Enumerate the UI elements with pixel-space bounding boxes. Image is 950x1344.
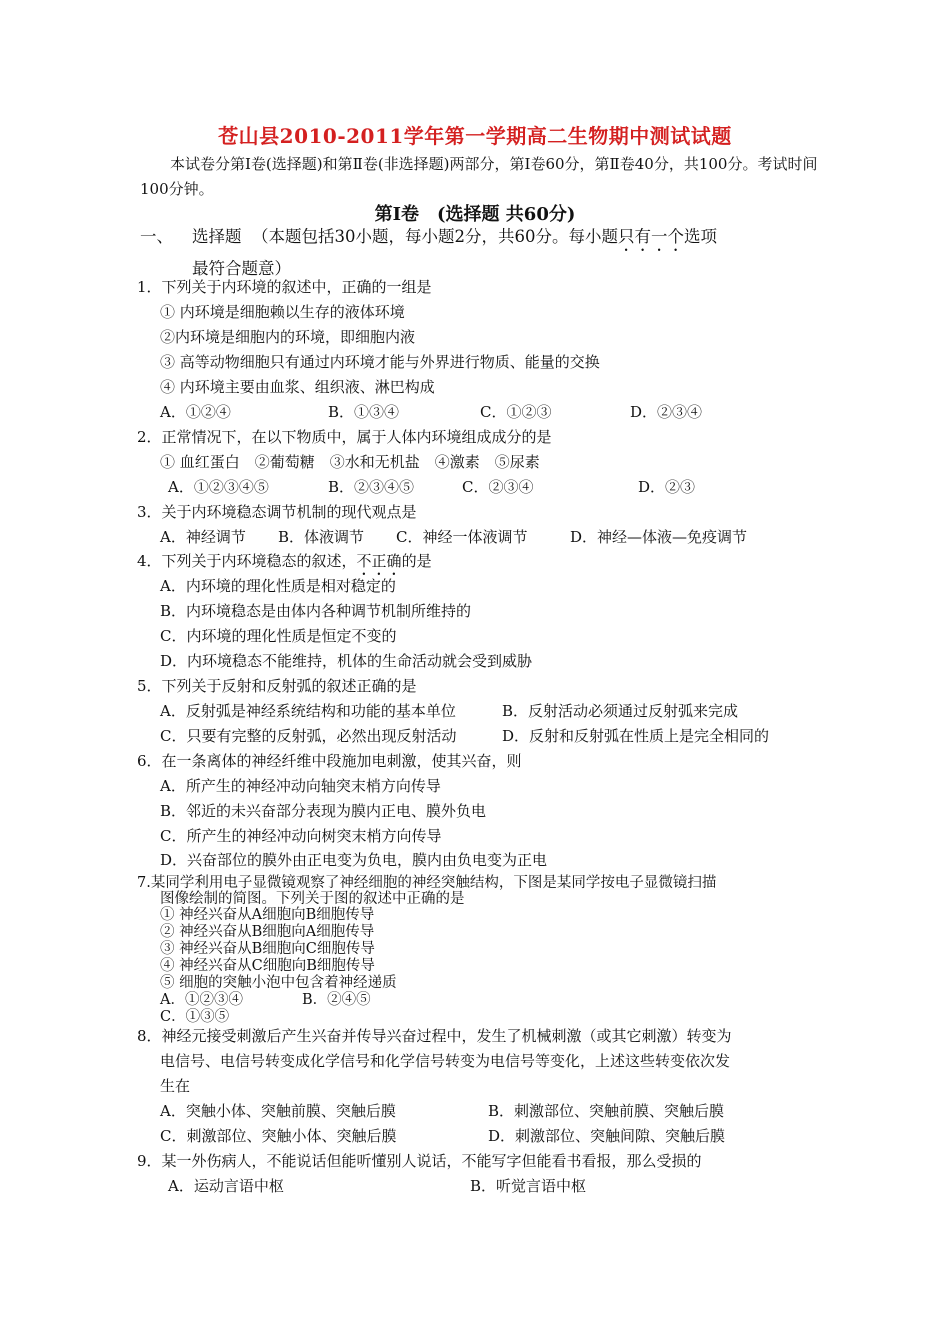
- question-1-option-a: A．①②④: [160, 403, 231, 421]
- question-8-option-c: C．刺激部位、突触小体、突触后膜: [160, 1127, 397, 1145]
- question-6-option-a: A．所产生的神经冲动向轴突末梢方向传导: [160, 777, 441, 795]
- exam-title: 苍山县2010-2011学年第一学期高二生物期中测试试题: [218, 124, 732, 148]
- question-2-option-d: D．②③: [638, 478, 696, 496]
- part-heading: [140, 223, 840, 282]
- part-label: 选择题: [192, 227, 242, 246]
- question-1-item: ③ 高等动物细胞只有通过内环境才能与外界进行物质、能量的交换: [160, 353, 600, 371]
- question-7-item: ② 神经兴奋从B细胞向A细胞传导: [160, 924, 375, 940]
- part-instructions-b: 选项: [684, 227, 717, 246]
- question-7-item: ⑤ 细胞的突触小泡中包含着神经递质: [160, 975, 397, 991]
- question-6-stem: 6．在一条离体的神经纤维中段施加电刺激，使其兴奋，则: [137, 752, 522, 770]
- question-2-option-a: A．①②③④⑤: [168, 478, 269, 496]
- question-8-stem-line: 8．神经元接受刺激后产生兴奋并传导兴奋过程中，发生了机械刺激（或其它刺激）转变为: [137, 1027, 732, 1045]
- question-3-stem: 3．关于内环境稳态调节机制的现代观点是: [137, 503, 417, 521]
- question-8-stem-line: 电信号、电信号转变成化学信号和化学信号转变为电信号等变化，上述这些转变依次发: [160, 1052, 731, 1070]
- question-8-option-a: A．突触小体、突触前膜、突触后膜: [160, 1102, 396, 1120]
- question-4-option-b: B．内环境稳态是由体内各种调节机制所维持的: [160, 602, 472, 620]
- question-4-stem-emphasis: 不正确: [356, 552, 402, 570]
- section-title: 第Ⅰ卷 (选择题 共60分): [374, 204, 576, 225]
- question-6-option-d: D．兴奋部位的膜外由正电变为负电，膜内由负电变为正电: [160, 851, 548, 869]
- question-4-option-d: D．内环境稳态不能维持，机体的生命活动就会受到威胁: [160, 652, 533, 670]
- question-8-option-d: D．刺激部位、突触间隙、突触后膜: [488, 1127, 726, 1145]
- question-3-option-d: D．神经—体液—免疫调节: [570, 528, 748, 546]
- part-instructions-emphasis: 只有一个: [618, 227, 684, 246]
- question-6-option-b: B．邻近的未兴奋部分表现为膜内正电、膜外负电: [160, 802, 487, 820]
- question-7-stem-line: 7.某同学利用电子显微镜观察了神经细胞的神经突触结构，下图是某同学按电子显微镜扫描: [137, 875, 717, 891]
- question-9-option-a: A．运动言语中枢: [168, 1177, 284, 1195]
- question-5-option-d: D．反射和反射弧在性质上是完全相同的: [502, 727, 770, 745]
- question-1-option-d: D．②③④: [630, 403, 703, 421]
- question-1-item: ① 内环境是细胞赖以生存的液体环境: [160, 303, 405, 321]
- question-2-option-c: C．②③④: [462, 478, 534, 496]
- question-4-stem-b: 的是: [401, 552, 432, 570]
- question-3-option-c: C．神经一体液调节: [396, 528, 528, 546]
- question-6-option-c: C．所产生的神经冲动向树突末梢方向传导: [160, 827, 442, 845]
- question-1-stem: 1．下列关于内环境的叙述中，正确的一组是: [137, 278, 432, 296]
- part-number: 一、: [140, 227, 173, 246]
- question-3-option-b: B．体液调节: [278, 528, 365, 546]
- question-1-item: ④ 内环境主要由血浆、组织液、淋巴构成: [160, 378, 435, 396]
- question-7-option-b: B．②④⑤: [302, 992, 371, 1008]
- question-4-option-a: A．内环境的理化性质是相对稳定的: [160, 577, 396, 595]
- question-1-option-c: C．①②③: [480, 403, 552, 421]
- question-1-option-b: B．①③④: [328, 403, 400, 421]
- question-7-stem-line: 图像绘制的简图。下列关于图的叙述中正确的是: [160, 891, 465, 907]
- exam-intro: 本试卷分第Ⅰ卷(选择题)和第Ⅱ卷(非选择题)两部分，第Ⅰ卷60分，第Ⅱ卷40分，共100分。考试时间100分钟。: [140, 155, 818, 198]
- question-8-stem-line: 生在: [160, 1077, 191, 1095]
- question-7-item: ① 神经兴奋从A细胞向B细胞传导: [160, 907, 375, 923]
- question-5-stem: 5．下列关于反射和反射弧的叙述正确的是: [137, 677, 417, 695]
- question-9-stem: 9．某一外伤病人，不能说话但能听懂别人说话，不能写字但能看书看报，那么受损的: [137, 1152, 702, 1170]
- question-8-option-b: B．刺激部位、突触前膜、突触后膜: [488, 1102, 725, 1120]
- question-7-option-c: C．①③⑤: [160, 1009, 230, 1025]
- question-7-option-a: A．①②③④: [160, 992, 243, 1008]
- question-2-stem: 2．正常情况下，在以下物质中，属于人体内环境组成成分的是: [137, 428, 552, 446]
- question-1-item: ②内环境是细胞内的环境，即细胞内液: [160, 328, 416, 346]
- question-4-stem-a: 4．下列关于内环境稳态的叙述，: [137, 552, 357, 570]
- question-3-option-a: A．神经调节: [160, 528, 246, 546]
- question-2-item: ① 血红蛋白 ②葡萄糖 ③水和无机盐 ④激素 ⑤尿素: [160, 453, 540, 471]
- part-instructions-a: （本题包括30小题，每小题2分，共60分。每小题: [252, 227, 618, 246]
- question-9-option-b: B．听觉言语中枢: [470, 1177, 587, 1195]
- question-4-option-c: C．内环境的理化性质是恒定不变的: [160, 627, 397, 645]
- question-7-item: ④ 神经兴奋从C细胞向B细胞传导: [160, 958, 375, 974]
- question-5-option-b: B．反射活动必须通过反射弧来完成: [502, 702, 739, 720]
- question-2-option-b: B．②③④⑤: [328, 478, 415, 496]
- part-instructions-c: 最符合题意）: [192, 259, 291, 278]
- question-7-item: ③ 神经兴奋从B细胞向C细胞传导: [160, 941, 375, 957]
- question-5-option-a: A．反射弧是神经系统结构和功能的基本单位: [160, 702, 456, 720]
- question-5-option-c: C．只要有完整的反射弧，必然出现反射活动: [160, 727, 457, 745]
